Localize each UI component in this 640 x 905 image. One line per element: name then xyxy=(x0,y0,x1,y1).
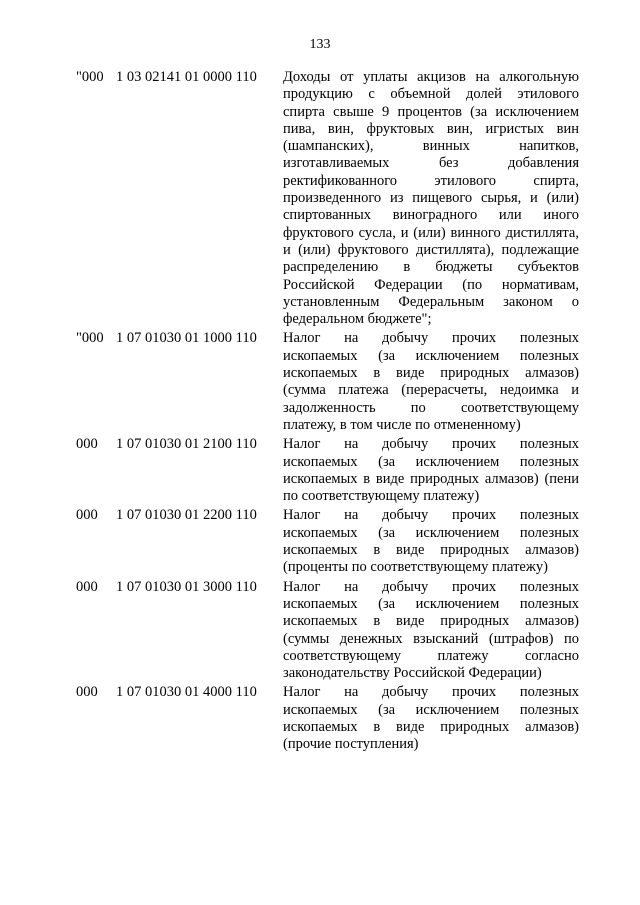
description-line: ископаемых в виде природных алмазов) xyxy=(283,718,579,735)
description-line: спирта свыше 9 процентов (за исключением xyxy=(283,103,579,120)
description-line: распределению в бюджеты субъектов xyxy=(283,259,579,276)
description-line: (шампанских), винных напитков, xyxy=(283,138,579,155)
page-number: 133 xyxy=(309,37,331,52)
kbk-code: 1 07 01030 01 2200 110 xyxy=(116,507,257,524)
admin-code: 000 xyxy=(76,578,98,595)
kbk-code: 1 07 01030 01 1000 110 xyxy=(116,330,257,347)
description-line: произведенного из пищевого сырья, и (или) xyxy=(283,190,579,207)
admin-code: 000 xyxy=(76,507,98,524)
kbk-code: 1 07 01030 01 4000 110 xyxy=(116,684,257,701)
income-description xyxy=(283,505,579,576)
description-line: ископаемых в виде природных алмазов) xyxy=(283,542,579,559)
table-row xyxy=(0,505,640,576)
description-line: пива, вин, фруктовых вин, игристых вин xyxy=(283,120,579,137)
description-line: задолженность по соответствующему xyxy=(283,399,579,416)
description-line: Налог на добычу прочих полезных xyxy=(283,330,579,347)
table-row xyxy=(0,682,640,753)
description-line: законодательству Российской Федерации) xyxy=(283,665,542,682)
description-line: Налог на добычу прочих полезных xyxy=(283,436,579,453)
description-line: ископаемых (за исключением полезных xyxy=(283,595,579,612)
description-line: ректификованного этилового спирта, xyxy=(283,172,579,189)
description-line: (суммы денежных взысканий (штрафов) по xyxy=(283,630,579,647)
description-line: (сумма платежа (перерасчеты, недоимка и xyxy=(283,382,579,399)
description-line: Российской Федерации (по нормативам, xyxy=(283,276,579,293)
income-description xyxy=(283,434,579,505)
description-line: ископаемых (за исключением полезных xyxy=(283,347,579,364)
description-line: фруктового сусла, и (или) винного дистиллята, xyxy=(283,224,579,241)
kbk-code: 1 03 02141 01 0000 110 xyxy=(116,69,257,85)
description-line: соответствующему платежу согласно xyxy=(283,647,579,664)
income-description xyxy=(283,577,579,683)
income-description xyxy=(283,682,579,753)
description-line: установленным Федеральным законом о xyxy=(283,293,579,310)
description-line: ископаемых (за исключением полезных xyxy=(283,453,579,470)
description-line: продукцию с объемной долей этилового xyxy=(283,86,579,103)
income-description xyxy=(283,328,579,434)
description-line: спиртованных виноградного или иного xyxy=(283,207,579,224)
table-row xyxy=(0,434,640,505)
description-line: ископаемых в виде природных алмазов) (пени xyxy=(283,470,579,487)
description-line: ископаемых в виде природных алмазов) xyxy=(283,613,579,630)
description-line: ископаемых (за исключением полезных xyxy=(283,524,579,541)
description-line: ископаемых (за исключением полезных xyxy=(283,701,579,718)
description-line: Налог на добычу прочих полезных xyxy=(283,507,579,524)
description-line: платежу, в том числе по отмененному) xyxy=(283,416,521,433)
description-line: Доходы от уплаты акцизов на алкогольную xyxy=(283,69,579,85)
description-line: по соответствующему платежу) xyxy=(283,488,480,505)
table-row xyxy=(0,328,640,434)
entries-table xyxy=(0,67,640,754)
income-description xyxy=(283,67,579,328)
description-line: (прочие поступления) xyxy=(283,736,419,753)
description-line: ископаемых в виде природных алмазов) xyxy=(283,365,579,382)
table-row xyxy=(0,577,640,683)
description-line: Налог на добычу прочих полезных xyxy=(283,684,579,701)
table-row xyxy=(0,67,640,328)
description-line: Налог на добычу прочих полезных xyxy=(283,578,579,595)
admin-code: "000 xyxy=(76,330,104,347)
admin-code: 000 xyxy=(76,684,98,701)
description-line: и (или) фруктового дистиллята), подлежащие xyxy=(283,241,579,258)
description-line: изготавливаемых без добавления xyxy=(283,155,579,172)
kbk-code: 1 07 01030 01 3000 110 xyxy=(116,578,257,595)
description-line: (проценты по соответствующему платежу) xyxy=(283,559,548,576)
kbk-code: 1 07 01030 01 2100 110 xyxy=(116,436,257,453)
admin-code: 000 xyxy=(76,436,98,453)
description-line: федеральном бюджете"; xyxy=(283,311,432,328)
admin-code: "000 xyxy=(76,69,104,85)
